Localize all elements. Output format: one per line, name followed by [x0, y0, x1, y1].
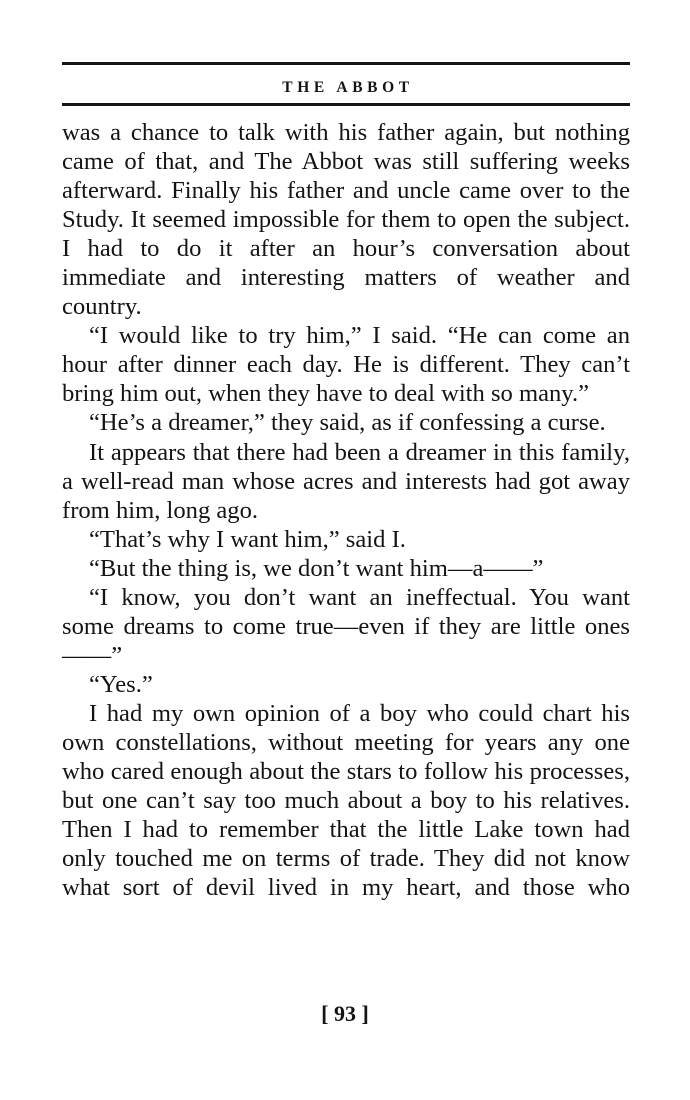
book-page	[62, 62, 630, 902]
paragraph-4: It appears that there had been a dreamer in this family, a well-read man whose acres and interests had got away from him, long ago.	[62, 438, 630, 524]
paragraph-9: I had my own opinion of a boy who could chart his own constellations, without meeting for years any one who cared enough about the stars to follow his processes, but one can’t say too much about a boy to his relatives. Then I had to remember that the little Lake town had only touched me on terms of trade. They did not know what sort of devil lived in my heart, and those who	[62, 699, 630, 902]
paragraph-3: “He’s a dreamer,” they said, as if confessing a curse.	[89, 409, 606, 437]
paragraph-7: “I know, you don’t want an ineffectual. You want some dreams to come true—even if they are little ones——”	[62, 583, 630, 669]
paragraph-1: was a chance to talk with his father again, but nothing came of that, and The Abbot was still suffering weeks afterward. Finally his father and uncle came over to the Study. It seemed impossible for them to open the subject. I had to do it after an hour’s conversation about immediate and interesting matters of weather and country.	[62, 119, 630, 321]
body-text	[62, 118, 630, 902]
page-number: [ 93 ]	[321, 1001, 369, 1026]
paragraph-2: “I would like to try him,” I said. “He can come an hour after dinner each day. He is different. They can’t bring him out, when they have to deal with so many.”	[62, 322, 630, 408]
paragraph-8: “Yes.”	[89, 670, 153, 698]
header-rule-bottom	[62, 103, 630, 106]
running-head: THE ABBOT	[282, 79, 414, 96]
paragraph-6: “But the thing is, we don’t want him—a——”	[89, 554, 544, 582]
paragraph-5: “That’s why I want him,” said I.	[89, 525, 406, 553]
